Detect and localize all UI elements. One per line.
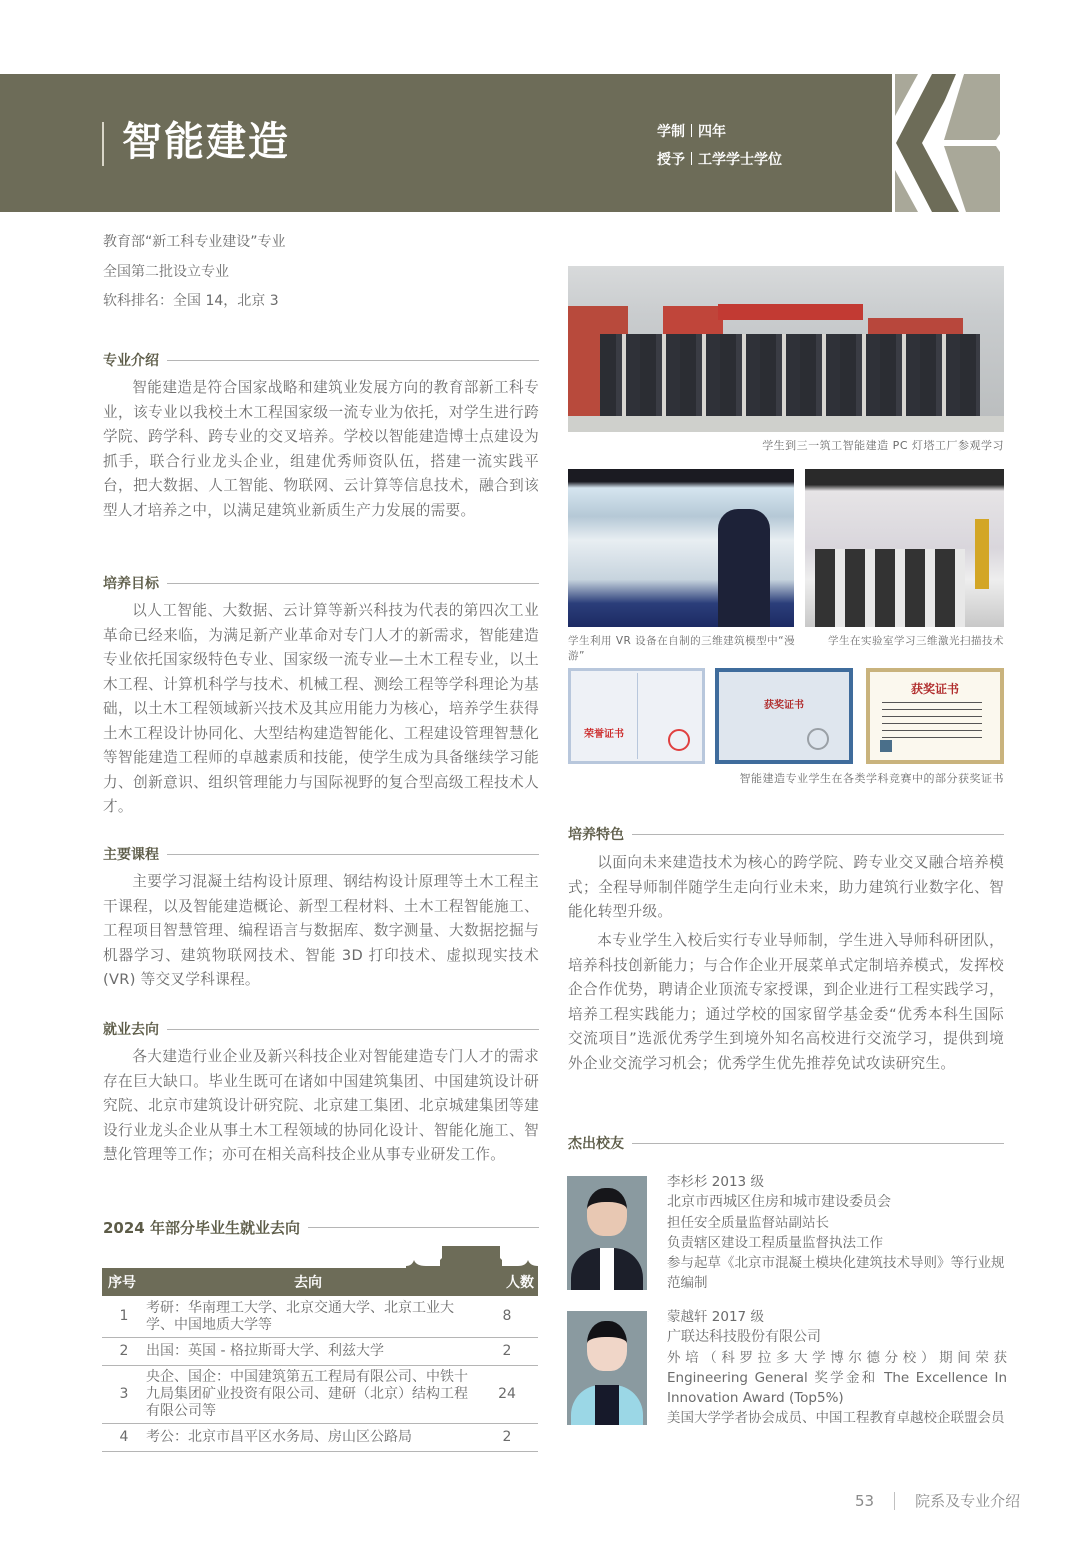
section-title: 培养特色 <box>568 827 624 843</box>
row-destination: 出国：英国 - 格拉斯哥大学、利兹大学 <box>146 1343 384 1359</box>
geometric-logo-icon <box>892 74 1004 212</box>
program-meta <box>657 118 782 174</box>
shirt <box>595 1385 619 1425</box>
students-group <box>600 334 980 424</box>
certificate-title: 获奖证书 <box>910 682 959 696</box>
section-title: 专业介绍 <box>103 353 159 369</box>
floor <box>568 416 1004 432</box>
row-destination: 央企、国企：中国建筑第五工程局有限公司、中铁十九局集团矿业投资有限公司、建研（北京）结构工程有限公司等 <box>146 1369 468 1419</box>
divider <box>308 1227 539 1228</box>
vr-photo <box>568 469 794 627</box>
table-row <box>102 1338 538 1366</box>
section-heading-goals <box>103 573 539 593</box>
section-heading-courses <box>103 844 539 864</box>
section-heading-alumni <box>568 1133 1004 1153</box>
seal-icon <box>807 728 829 750</box>
shirt <box>600 1248 614 1290</box>
column-header-count: 人数 <box>506 1275 534 1291</box>
header-banner <box>0 74 892 212</box>
page-footer <box>855 1490 1020 1511</box>
features-paragraph-1: 以面向未来建造技术为核心的跨学院、跨专业交叉融合培养模式；全程导师制伴随学生走向行业未来，助力建筑行业数字化、智能化转型升级。 <box>568 854 1004 920</box>
table-header <box>102 1268 538 1296</box>
group-photo <box>568 266 1004 432</box>
highlight-line: 全国第二批设立专业 <box>103 263 229 280</box>
photo-caption: 学生利用 VR 设备在自制的三维建筑模型中“漫游” <box>568 635 796 662</box>
goals-paragraph: 以人工智能、大数据、云计算等新兴科技为代表的第四次工业革命已经来临，为满足新产业革命对专门人才的新需求，智能建造专业依托国家级特色专业、国家级一流专业—土木工程专业，以土木工程、计算机科学与技术、机械工程、测绘工程等学科理论为基础，以土木工程领域新兴技术及其应用能力为核心，培养学生获得土木工程设计协同化、大型结构建造智能化、工程建设管理智慧化等智能建造工程师的卓越素质和技能，使学生成为具备继续学习能力、创新意识、组织管理能力与国际视野的复合型高级工程技术人才。 <box>103 602 539 815</box>
face <box>587 1188 627 1236</box>
duration-label: 学制 <box>657 124 685 140</box>
qr-code-icon <box>880 740 892 752</box>
photo-caption: 智能建造专业学生在各类学科竞赛中的部分获奖证书 <box>739 772 1004 785</box>
footer-section-name: 院系及专业介绍 <box>915 1492 1021 1510</box>
row-destination: 考研：华南理工大学、北京交通大学、北京工业大学、中国地质大学等 <box>146 1299 454 1333</box>
alumni-detail: 外培（科罗拉多大学博尔德分校）期间荣获 Engineering General 奖学金和 The Excellence In Innovation Award (Top5%) <box>667 1349 1007 1407</box>
duration-value: 四年 <box>698 124 726 140</box>
section-title: 2024 年部分毕业生就业去向 <box>103 1219 300 1237</box>
title-accent-bar <box>102 122 104 166</box>
row-no: 4 <box>119 1429 129 1445</box>
column-header-no: 序号 <box>108 1275 136 1291</box>
divider <box>632 1143 1004 1144</box>
lab-photo <box>805 469 1004 627</box>
table-row <box>102 1424 538 1452</box>
divider <box>894 1492 895 1510</box>
divider <box>167 1029 539 1030</box>
alumni-info <box>667 1172 1007 1294</box>
red-wall-panel <box>663 306 723 336</box>
degree-value: 工学学士学位 <box>698 152 782 168</box>
alumni-detail: 参与起草《北京市混凝土模块化建筑技术导则》等行业规范编制 <box>667 1255 1005 1292</box>
highlight-line: 教育部“新工科专业建设”专业 <box>103 234 286 250</box>
row-no: 3 <box>119 1386 129 1402</box>
features-paragraph-2: 本专业学生入校后实行专业导师制，学生进入导师科研团队，培养科技创新能力；与合作企业开展菜单式定制培养模式，发挥校企合作优势，聘请企业顶流专家授课，到企业进行工程实践学习，培养工程实践能力；通过学校的国家留学基金委“优秀本科生国际交流项目”选派优秀学生到境外知名高校进行交流学习，提供到境外企业交流学习机会；优秀学生优先推荐免试攻读研究生。 <box>568 932 1004 1072</box>
alumni-photo <box>567 1311 647 1425</box>
employment-table <box>102 1250 538 1452</box>
alumni-org: 北京市西城区住房和城市建设委员会 <box>667 1194 891 1211</box>
page-number: 53 <box>855 1491 875 1510</box>
photo-caption: 学生到三一筑工智能建造 PC 灯塔工厂参观学习 <box>762 439 1004 452</box>
certificate-title: 荣誉证书 <box>584 729 624 740</box>
column-header-destination: 去向 <box>294 1275 322 1291</box>
alumni-detail: 负责辖区建设工程质量监督执法工作 <box>667 1234 883 1251</box>
seal-icon <box>668 729 690 751</box>
certificate-award-blue <box>715 668 853 764</box>
alumni-photo <box>567 1176 647 1290</box>
lab-students <box>815 549 965 627</box>
section-heading-employment <box>103 1217 539 1238</box>
row-destination: 考公：北京市昌平区水务局、房山区公路局 <box>146 1429 412 1445</box>
intro-paragraph: 智能建造是符合国家战略和建筑业发展方向的教育部新工科专业，该专业以我校土木工程国家级一流专业为依托，对学生进行跨学院、跨学科、跨专业的交叉培养。学校以智能建造博士点建设为抓手，联合行业龙头企业，组建优秀师资队伍，搭建一流实践平台，把大数据、人工智能、物联网、云计算等信息技术，融合到该型人才培养之中，以满足建筑业新质生产力发展的需要。 <box>103 379 539 519</box>
certificate-award-gold <box>866 668 1004 764</box>
section-heading-careers <box>103 1019 539 1039</box>
row-count: 2 <box>502 1429 512 1445</box>
table-row <box>102 1296 538 1338</box>
section-heading-features <box>568 824 1004 844</box>
row-count: 8 <box>502 1308 512 1324</box>
section-title: 杰出校友 <box>568 1136 624 1152</box>
row-no: 1 <box>119 1308 129 1324</box>
alumni-info <box>667 1307 1007 1429</box>
alumni-name: 李杉杉 2013 级 <box>667 1174 764 1190</box>
courses-paragraph: 主要学习混凝土结构设计原理、钢结构设计原理等土木工程主干课程，以及智能建造概论、新型工程材料、土木工程智能施工、工程项目智慧管理、编程语言与数据库、数字测量、大数据挖掘与机器学习、建筑物联网技术、智能 3D 打印技术、虚拟现实技术 (VR) 等交叉学科课程。 <box>103 873 539 988</box>
intro-highlights <box>103 228 286 317</box>
page-title: 智能建造 <box>122 119 290 165</box>
careers-paragraph: 各大建造行业企业及新兴科技企业对智能建造专门人才的需求存在巨大缺口。毕业生既可在诸如中国建筑集团、中国建筑设计研究院、北京市建筑设计研究院、北京建工集团、北京城建集团等建设行业龙头企业从事土木工程领域的协同化设计、智能化施工、智慧化管理等工作；亦可在相关高科技企业从事专业研发工作。 <box>103 1048 539 1163</box>
vr-user-figure <box>718 509 770 627</box>
certificate-title: 获奖证书 <box>764 700 804 711</box>
section-title: 就业去向 <box>103 1022 159 1038</box>
degree-row <box>657 146 782 174</box>
alumni-detail: 美国大学学者协会成员、中国工程教育卓越校企联盟会员 <box>667 1410 1005 1427</box>
section-heading-intro <box>103 350 539 370</box>
alumni-detail: 担任安全质量监督站副站长 <box>667 1214 829 1231</box>
alumni-org: 广联达科技股份有限公司 <box>667 1329 821 1346</box>
row-no: 2 <box>119 1343 129 1359</box>
section-title: 培养目标 <box>103 576 159 592</box>
face <box>587 1321 627 1371</box>
divider <box>632 834 1004 835</box>
divider <box>167 583 539 584</box>
divider <box>167 360 539 361</box>
degree-label: 授予 <box>657 152 685 168</box>
scanner-tripod <box>975 519 989 589</box>
row-count: 2 <box>502 1343 512 1359</box>
certificate-text-lines <box>882 702 982 742</box>
certificate-honor <box>568 668 705 764</box>
red-banner <box>718 304 863 320</box>
divider <box>167 854 539 855</box>
photo-caption: 学生在实验室学习三维激光扫描技术 <box>828 635 1004 647</box>
gate-tower-silhouette-icon <box>406 1246 538 1268</box>
row-count: 24 <box>498 1386 516 1402</box>
divider <box>637 673 638 759</box>
duration-row <box>657 118 782 146</box>
table-row <box>102 1366 538 1424</box>
highlight-line: 软科排名：全国 14，北京 3 <box>103 293 279 309</box>
alumni-name: 蒙越轩 2017 级 <box>667 1309 764 1325</box>
section-title: 主要课程 <box>103 847 159 863</box>
